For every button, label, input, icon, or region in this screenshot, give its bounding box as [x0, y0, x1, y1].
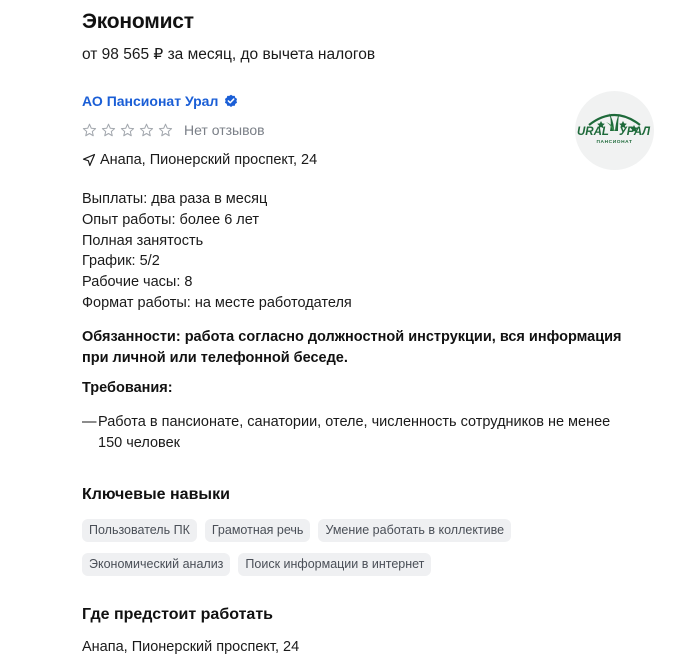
- rating-stars: [82, 123, 173, 138]
- workplace-heading: Где предстоит работать: [82, 606, 273, 623]
- logo-latin-text: URAL: [577, 126, 609, 138]
- star-empty-icon: [139, 123, 154, 138]
- location-arrow-icon: [82, 153, 96, 167]
- skills-list: [82, 519, 532, 576]
- company-link[interactable]: [82, 93, 238, 109]
- company-logo-image: [575, 91, 654, 170]
- condition-item: Полная занятость: [82, 232, 204, 249]
- workplace-address: Анапа, Пионерский проспект, 24: [82, 639, 300, 655]
- star-empty-icon: [158, 123, 173, 138]
- company-logo[interactable]: [575, 91, 654, 170]
- condition-item: Опыт работы: более 6 лет: [82, 211, 259, 228]
- skill-chip: Грамотная речь: [205, 519, 311, 542]
- requirements-item: [82, 412, 642, 454]
- company-name: АО Пансионат Урал: [82, 93, 219, 109]
- logo-cyrillic-text: УРАЛ: [619, 126, 651, 138]
- company-address-text: Анапа, Пионерский проспект, 24: [100, 152, 318, 168]
- list-dash: —: [82, 414, 97, 430]
- vacancy-title: Экономист: [82, 10, 194, 33]
- vacancy-salary: от 98 565 ₽ за месяц, до вычета налогов: [82, 46, 376, 63]
- requirement-text: Работа в пансионате, санатории, отеле, численность сотрудников не менее 150 человек: [98, 414, 611, 451]
- duties-text: Обязанности: работа согласно должностной инструкции, вся информация при личной или телефонной беседе.: [82, 329, 622, 366]
- star-empty-icon: [82, 123, 97, 138]
- logo-subtitle-text: ПАНСИОНАТ: [596, 140, 633, 145]
- condition-item: Выплаты: два раза в месяц: [82, 191, 268, 207]
- verified-check-icon: [224, 94, 238, 108]
- requirements-heading: Требования:: [82, 380, 173, 396]
- star-empty-icon: [101, 123, 116, 138]
- conditions-list: [82, 189, 352, 314]
- skill-chip: Пользователь ПК: [82, 519, 197, 542]
- skills-heading: Ключевые навыки: [82, 486, 230, 503]
- company-rating[interactable]: [82, 122, 265, 138]
- company-address[interactable]: [82, 152, 317, 168]
- condition-item: График: 5/2: [82, 253, 160, 270]
- reviews-count[interactable]: Нет отзывов: [184, 122, 265, 138]
- skill-chip: Умение работать в коллективе: [318, 519, 511, 542]
- star-empty-icon: [120, 123, 135, 138]
- condition-item: Формат работы: на месте работодателя: [82, 294, 352, 311]
- condition-item: Рабочие часы: 8: [82, 274, 193, 291]
- skill-chip: Поиск информации в интернет: [238, 553, 431, 576]
- skill-chip: Экономический анализ: [82, 553, 230, 576]
